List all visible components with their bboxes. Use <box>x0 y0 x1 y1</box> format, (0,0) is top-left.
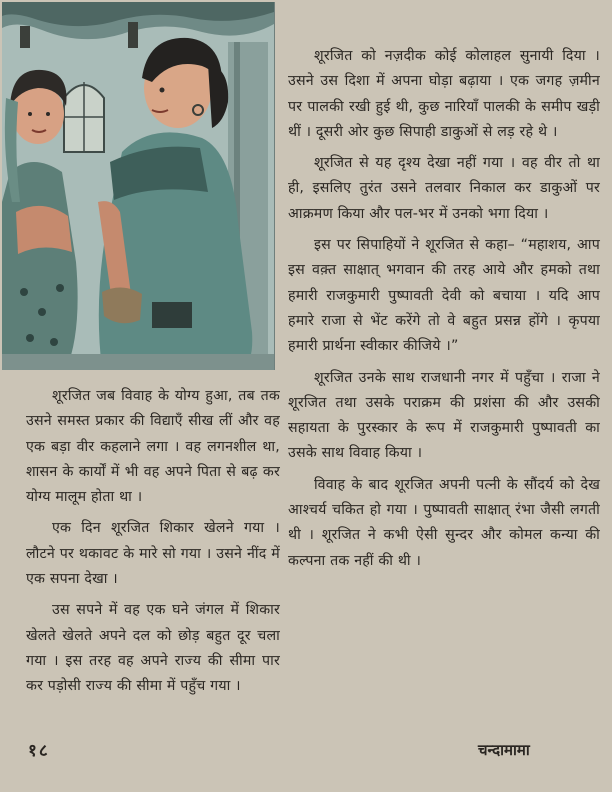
page-number: १८ <box>28 741 50 761</box>
paragraph: इस पर सिपाहियों ने शूरजित से कहा– “महाशय, आप इस वक़्त साक्षात् भगवान की तरह आये और हमको तथा हमारी राजकुमारी पुष्पावती देवी को बचाया । यदि आप हमारे राजा से भेंट करेंगे तो वे बहुत प्रसन्न होंगे । कृपया हमारी प्रार्थना स्वीकार कीजिये ।” <box>288 237 600 355</box>
paragraph: विवाह के बाद शूरजित अपनी पत्नी के सौंदर्य को देख आश्चर्य चकित हो गया । पुष्पावती साक्षात् रंभा जैसी लगती थी । शूरजित ने कभी ऐसी सुन्दर और कोमल कन्या की कल्पना तक नहीं की थी । <box>288 476 600 569</box>
magazine-name: चन्दामामा <box>478 741 530 759</box>
illustration-drawing <box>2 2 274 370</box>
paragraph: उस सपने में वह एक घने जंगल में शिकार खेलते खेलते अपने दल को छोड़ बहुत दूर चला गया । इस तरह वह अपने राज्य की सीमा पार कर पड़ोसी राज्य की सीमा में पहुँच गया । <box>26 602 280 695</box>
paragraph: शूरजित से यह दृश्य देखा नहीं गया । वह वीर तो था ही, इसलिए तुरंत उसने तलवार निकाल कर डाकुओं पर आक्रमण किया और पल-भर में उनको भगा दिया । <box>288 155 600 222</box>
paragraph: शूरजित जब विवाह के योग्य हुआ, तब तक उसने समस्त प्रकार की विद्याएँ सीख लीं और वह एक बड़ा वीर कहलाने लगा । वह लगनशील था, शासन के कार्यों में भी वह अपने पिता से बढ़ कर योग्य मालूम होता था । <box>26 388 280 506</box>
paragraph: शूरजित उनके साथ राजधानी नगर में पहुँचा । राजा ने शूरजित तथा उसके पराक्रम की प्रशंसा की और उसकी सहायता के पुरस्कार के रूप में राजकुमारी पुष्पावती का उसके साथ विवाह किया । <box>288 369 600 462</box>
illustration-prince-and-princess <box>2 2 275 370</box>
left-column-text <box>26 384 280 700</box>
right-column-text <box>288 44 600 574</box>
paragraph: शूरजित को नज़दीक कोई कोलाहल सुनायी दिया । उसने उस दिशा में अपना घोड़ा बढ़ाया । एक जगह ज़मीन पर पालकी रखी हुई थी, कुछ नारियाँ पालकी के समीप खड़ी थीं । दूसरी ओर कुछ सिपाही डाकुओं से लड़ रहे थे । <box>288 48 600 140</box>
paragraph: एक दिन शूरजित शिकार खेलने गया । लौटने पर थकावट के मारे सो गया । उसने नींद में एक सपना देखा । <box>26 520 280 588</box>
